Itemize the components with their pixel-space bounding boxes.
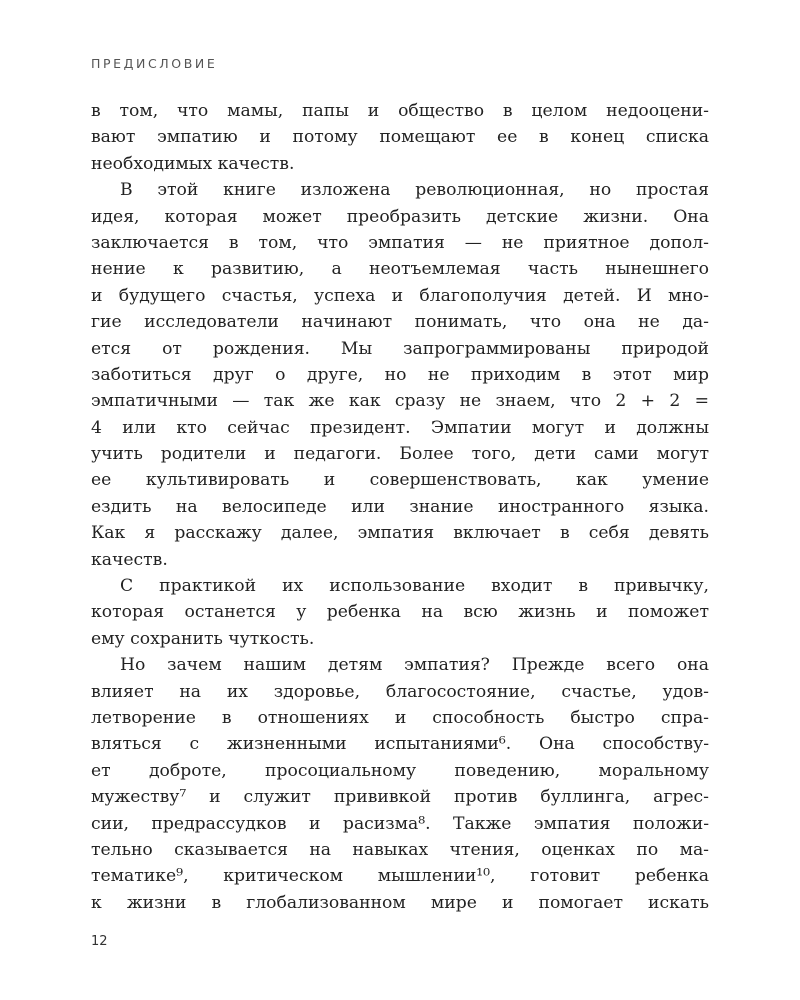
text-line: идея, которая может преобразить детские жизни. Она xyxy=(91,206,709,227)
text-line: Но зачем нашим детям эмпатия? Прежде всего она xyxy=(120,655,709,676)
text-line: в том, что мамы, папы и общество в целом недооцени- xyxy=(91,101,709,121)
text-line: эмпатичными — так же как сразу не знаем, что 2 + 2 = xyxy=(91,391,709,412)
text-line: сии, предрассудков и расизма⁸. Также эмпатия положи- xyxy=(91,813,709,834)
text-line: и будущего счастья, успеха и благополучия детей. И мно- xyxy=(91,285,709,306)
text-line: качеств. xyxy=(91,549,168,570)
text-line: нение к развитию, а неотъемлемая часть нынешнего xyxy=(91,259,709,280)
text-line: заботиться друг о друге, но не приходим в этот мир xyxy=(91,364,709,385)
text-line: вают эмпатию и потому помещают ее в конец списка xyxy=(91,127,709,148)
body-text xyxy=(91,98,709,916)
text-line: учить родители и педагоги. Более того, дети сами могут xyxy=(91,444,709,465)
text-line: 4 или кто сейчас президент. Эмпатии могут и должны xyxy=(91,417,709,438)
text-line: вляться с жизненными испытаниями⁶. Она способству- xyxy=(91,734,709,755)
text-line: тельно сказывается на навыках чтения, оценках по ма- xyxy=(91,839,709,860)
text-line: В этой книге изложена революционная, но простая xyxy=(120,180,709,201)
text-line: заключается в том, что эмпатия — не приятное допол- xyxy=(91,232,709,253)
text-line: тематике⁹, критическом мышлении¹⁰, готовит ребенка xyxy=(91,866,709,887)
text-line: ему сохранить чуткость. xyxy=(91,628,315,649)
text-line: летворение в отношениях и способность быстро спра- xyxy=(91,707,709,728)
text-line: ее культивировать и совершенствовать, как умение xyxy=(91,470,709,491)
text-line: ет доброте, просоциальному поведению, моральному xyxy=(91,760,709,781)
text-line: необходимых качеств. xyxy=(91,153,295,174)
text-line: мужеству⁷ и служит прививкой против буллинга, агрес- xyxy=(91,787,709,808)
page-number: 12 xyxy=(91,934,108,949)
text-line: ется от рождения. Мы запрограммированы природой xyxy=(91,338,709,359)
text-line: Как я расскажу далее, эмпатия включает в себя девять xyxy=(91,523,709,544)
text-line: которая останется у ребенка на всю жизнь и поможет xyxy=(91,602,709,623)
text-line: гие исследователи начинают понимать, что она не да- xyxy=(91,312,709,333)
text-line: к жизни в глобализованном мире и помогает искать xyxy=(91,892,709,913)
running-head: ПРЕДИСЛОВИЕ xyxy=(91,56,218,71)
text-line: влияет на их здоровье, благосостояние, счастье, удов- xyxy=(91,681,709,702)
text-line: С практикой их использование входит в привычку, xyxy=(120,576,709,597)
text-line: ездить на велосипеде или знание иностранного языка. xyxy=(91,496,709,517)
